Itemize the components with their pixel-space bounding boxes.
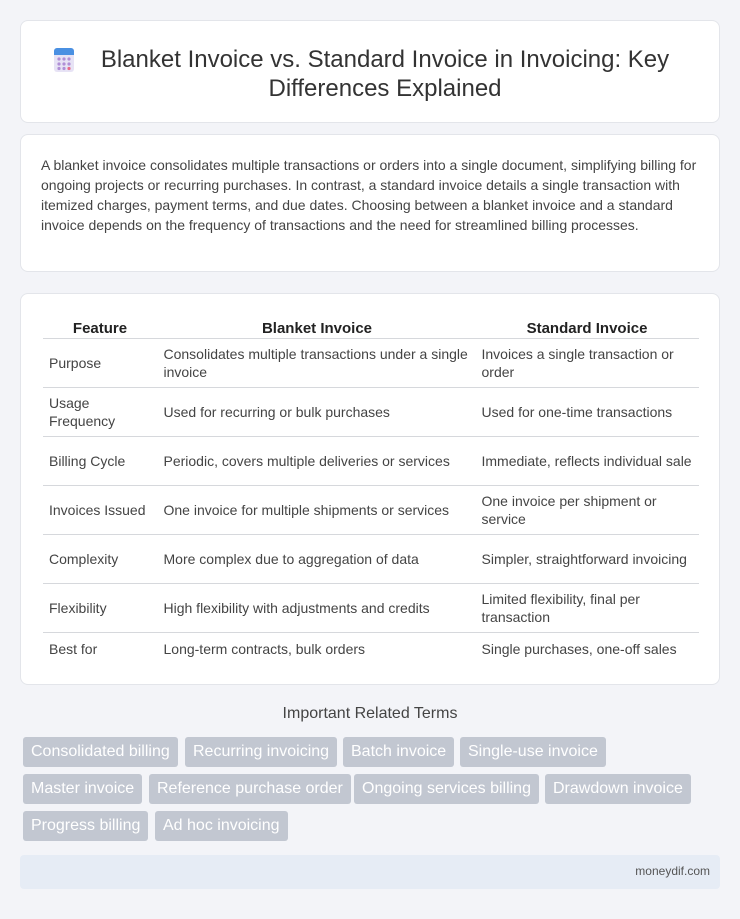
table-row — [43, 534, 699, 583]
intro-card — [20, 134, 720, 272]
footer-site[interactable]: moneydif.com — [635, 864, 710, 878]
blanket-cell: More complex due to aggregation of data — [157, 534, 475, 583]
feature-cell: Flexibility — [43, 583, 157, 632]
intro-paragraph: A blanket invoice consolidates multiple transactions or orders into a single document, simplifying billing for ongoing projects or recurring purchases. In contrast, a standard invoice details a single transaction with itemized charges, payment terms, and due dates. Choosing between a blanket invoice and a standard invoice depends on the frequency of transactions and the need for streamlined billing processes. — [41, 157, 697, 233]
table-row — [43, 387, 699, 436]
blanket-cell: Consolidates multiple transactions under a single invoice — [157, 338, 475, 387]
tag-batch-invoice[interactable]: Batch invoice — [343, 737, 454, 767]
feature-cell: Usage Frequency — [43, 387, 157, 436]
standard-cell: Immediate, reflects individual sale — [475, 436, 699, 485]
title-card — [20, 20, 720, 123]
table-header-row — [43, 316, 699, 338]
feature-cell: Billing Cycle — [43, 436, 157, 485]
header-standard-invoice: Standard Invoice — [475, 316, 699, 338]
standard-cell: Single purchases, one-off sales — [475, 632, 699, 665]
blanket-cell: High flexibility with adjustments and credits — [157, 583, 475, 632]
tag-master-invoice[interactable]: Master invoice — [23, 774, 142, 804]
header-feature: Feature — [43, 316, 157, 338]
blanket-cell: Used for recurring or bulk purchases — [157, 387, 475, 436]
table-row — [43, 632, 699, 665]
standard-cell: Invoices a single transaction or order — [475, 338, 699, 387]
blanket-cell: One invoice for multiple shipments or services — [157, 485, 475, 534]
comparison-table — [43, 316, 699, 665]
tag-consolidated-billing[interactable]: Consolidated billing — [23, 737, 178, 767]
tag-ongoing-services-billing[interactable]: Ongoing services billing — [354, 774, 539, 804]
feature-cell: Best for — [49, 640, 98, 657]
table-row — [43, 338, 699, 387]
footer — [20, 855, 720, 889]
tag-ad-hoc-invoicing[interactable]: Ad hoc invoicing — [155, 811, 288, 841]
tag-recurring-invoicing[interactable]: Recurring invoicing — [185, 737, 337, 767]
standard-cell: Limited flexibility, final per transaction — [475, 583, 699, 632]
blanket-cell: Long-term contracts, bulk orders — [157, 632, 475, 665]
tag-drawdown-invoice[interactable]: Drawdown invoice — [545, 774, 691, 804]
page-title: Blanket Invoice vs. Standard Invoice in Invoicing: Key Differences Explained — [100, 46, 670, 102]
tag-progress-billing[interactable]: Progress billing — [23, 811, 148, 841]
tag-single-use-invoice[interactable]: Single-use invoice — [460, 737, 606, 767]
header-blanket-invoice: Blanket Invoice — [157, 316, 475, 338]
feature-cell: Invoices Issued — [43, 485, 157, 534]
tag-reference-purchase-order[interactable]: Reference purchase order — [149, 774, 351, 804]
feature-cell: Purpose — [43, 338, 157, 387]
blanket-cell: Periodic, covers multiple deliveries or services — [157, 436, 475, 485]
standard-cell: Simpler, straightforward invoicing — [475, 534, 699, 583]
table-row — [43, 583, 699, 632]
standard-cell: Used for one-time transactions — [475, 387, 699, 436]
related-terms-heading: Important Related Terms — [282, 705, 458, 722]
table-row — [43, 485, 699, 534]
feature-cell: Complexity — [43, 534, 157, 583]
comparison-card — [20, 293, 720, 685]
standard-cell: One invoice per shipment or service — [475, 485, 699, 534]
table-row — [43, 436, 699, 485]
